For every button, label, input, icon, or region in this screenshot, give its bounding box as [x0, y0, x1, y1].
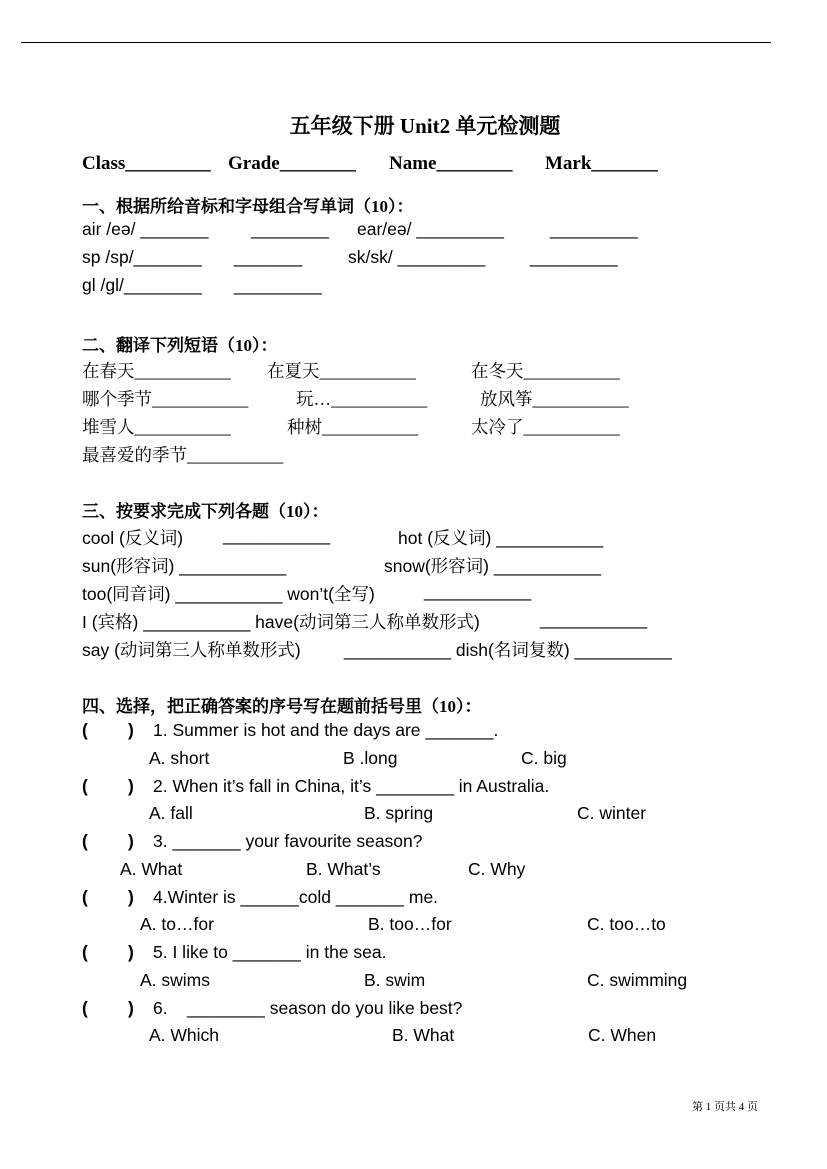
section2-item: 种树___________ — [287, 417, 419, 437]
answer-paren-open: ( — [82, 720, 88, 740]
section2-line — [82, 442, 284, 484]
answer-paren-close: ) — [128, 887, 134, 907]
question-text: 2. When it’s fall in China, it’s ________ in Australia. — [153, 776, 550, 796]
option: B. too…for — [368, 914, 452, 934]
option: C. swimming — [587, 970, 688, 990]
option: C. When — [588, 1025, 657, 1045]
header-rule — [21, 42, 771, 43]
option: B. swim — [364, 970, 426, 990]
option: A. short — [149, 748, 210, 768]
answer-paren-open: ( — [82, 776, 88, 796]
option: A. swims — [140, 970, 210, 990]
section2-item: 太冷了___________ — [471, 417, 620, 437]
answer-paren-open: ( — [82, 942, 88, 962]
question-text: 4.Winter is ______cold _______ me. — [153, 887, 439, 907]
section2-item: 堆雪人___________ — [82, 417, 231, 437]
answer-paren-close: ) — [128, 942, 134, 962]
section1-line — [82, 275, 322, 338]
grade-field: Grade________ — [228, 153, 356, 174]
section1-item: sk/sk/ _________ — [348, 247, 486, 267]
section3-item: sun(形容词) ___________ — [82, 556, 287, 576]
section1-item: sp /sp/_______ — [82, 247, 202, 267]
section3-item: ___________ — [223, 525, 331, 545]
answer-paren-open: ( — [82, 831, 88, 851]
section1-heading: 一、根据所给音标和字母组合写单词（10）： — [82, 197, 414, 216]
option: A. fall — [149, 803, 193, 823]
question-text: 5. I like to _______ in the sea. — [153, 942, 387, 962]
option: A. What — [120, 859, 183, 879]
page-title: 五年级下册 Unit2 单元检测题 — [289, 114, 561, 138]
answer-paren-close: ) — [128, 998, 134, 1018]
mark-field: Mark_______ — [545, 153, 658, 174]
class-field: Class_________ — [82, 153, 211, 174]
option: A. to…for — [140, 914, 214, 934]
answer-paren-close: ) — [128, 720, 134, 740]
page-footer: 第 1 页共 4 页 — [692, 1101, 758, 1113]
section2-item: 在春天___________ — [82, 361, 231, 381]
answer-paren-open: ( — [82, 887, 88, 907]
section1-item: _________ — [530, 247, 618, 267]
section2-item: 玩…___________ — [296, 389, 428, 409]
section2-item: 在冬天___________ — [471, 361, 620, 381]
section1-item: gl /gl/________ — [82, 275, 202, 295]
section1-item: _________ — [550, 219, 638, 239]
section3-item: hot (反义词) ___________ — [398, 528, 604, 548]
section3-item: ___________ — [424, 581, 532, 601]
section3-item: ___________ dish(名词复数) __________ — [344, 640, 672, 660]
option: B. What — [392, 1025, 455, 1045]
answer-paren-close: ) — [128, 776, 134, 796]
option: A. Which — [149, 1025, 220, 1045]
option: C. Why — [468, 859, 526, 879]
section3-item: snow(形容词) ___________ — [384, 556, 601, 576]
option: C. too…to — [587, 914, 666, 934]
options-row — [82, 1025, 657, 1109]
option: B .long — [343, 748, 398, 768]
section1-item: _______ — [234, 247, 303, 267]
section3-item: say (动词第三人称单数形式) — [82, 640, 301, 660]
section2-item: 哪个季节___________ — [82, 389, 249, 409]
section1-item: air /eə/ _______ — [82, 219, 209, 239]
section2-item: 最喜爱的季节___________ — [82, 445, 284, 465]
question-text: 6. ________ season do you like best? — [153, 998, 463, 1018]
name-field: Name________ — [389, 153, 513, 174]
answer-paren-open: ( — [82, 998, 88, 1018]
section4-heading: 四、选择，把正确答案的序号写在题前括号里（10）： — [82, 697, 482, 716]
answer-paren-close: ) — [128, 831, 134, 851]
section2-item: 在夏天___________ — [267, 361, 416, 381]
section3-line — [82, 637, 672, 700]
option: B. spring — [364, 803, 434, 823]
section2-item: 放风筝___________ — [480, 389, 629, 409]
option: C. big — [521, 748, 567, 768]
option: B. What’s — [306, 859, 381, 879]
section3-item: cool (反义词) — [82, 528, 184, 548]
section1-item: ear/eə/ _________ — [357, 219, 504, 239]
question-text: 1. Summer is hot and the days are _______. — [153, 720, 499, 740]
section3-item: too(同音词) ___________ won’t(全写) — [82, 584, 375, 604]
section3-heading: 三、按要求完成下列各题（10）： — [82, 502, 329, 521]
option: C. winter — [577, 803, 647, 823]
section1-item: ________ — [251, 219, 329, 239]
section3-item: I (宾格) ___________ have(动词第三人称单数形式) — [82, 612, 480, 632]
section2-heading: 二、翻译下列短语（10）： — [82, 336, 278, 355]
section1-item: _________ — [234, 275, 322, 295]
question-text: 3. _______ your favourite season? — [153, 831, 423, 851]
section3-item: ___________ — [540, 609, 648, 629]
